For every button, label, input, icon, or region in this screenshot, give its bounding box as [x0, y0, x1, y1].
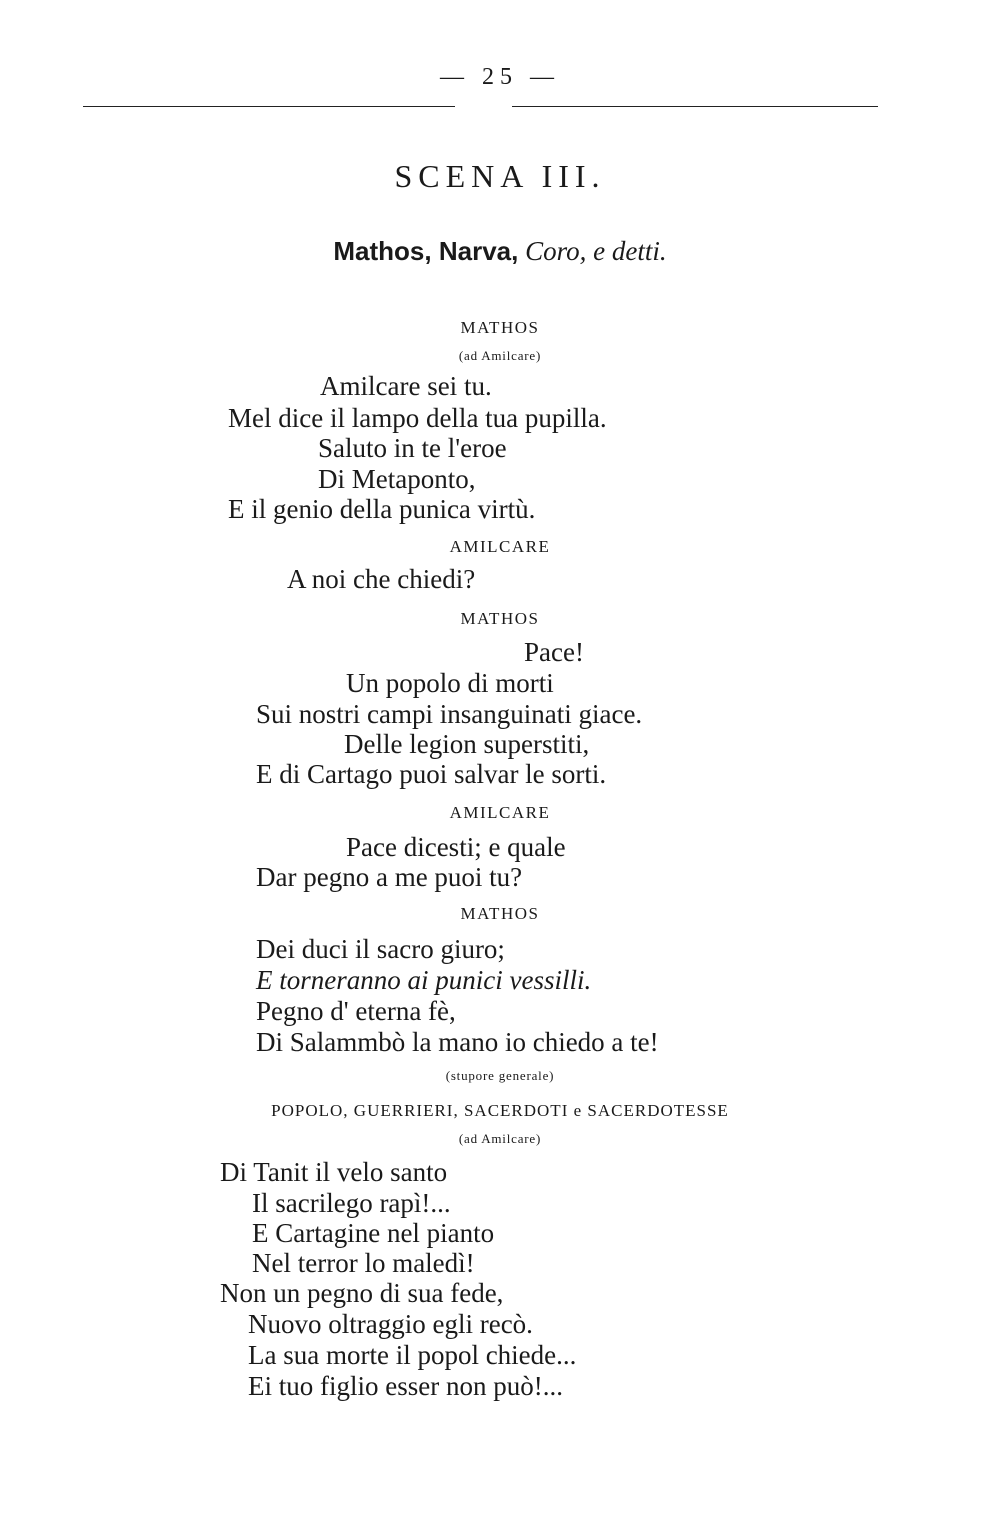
verse-line: Non un pegno di sua fede,: [220, 1278, 504, 1308]
verse-line: Di Tanit il velo santo: [220, 1157, 448, 1187]
speaker-label: MATHOS: [460, 318, 540, 337]
verse-line: Il sacrilego rapì!...: [252, 1188, 451, 1218]
stage-direction: (ad Amilcare): [458, 348, 542, 363]
stage-direction: (stupore generale): [445, 1068, 555, 1083]
header-rule-left: [83, 106, 455, 107]
header-rule-right: [512, 106, 878, 107]
verse-line: E di Cartago puoi salvar le sorti.: [256, 759, 607, 789]
characters-principal: Mathos, Narva,: [333, 236, 519, 266]
verse-line: A noi che chiedi?: [287, 564, 476, 594]
speaker-label: MATHOS: [460, 904, 540, 923]
verse-line: Dar pegno a me puoi tu?: [256, 862, 523, 892]
verse-line: Sui nostri campi insanguinati giace.: [256, 699, 643, 729]
scene-title: SCENA III.: [394, 158, 606, 194]
verse-line: Un popolo di morti: [346, 668, 554, 698]
speaker-label: POPOLO, GUERRIERI, SACERDOTI e SACERDOTESSE: [271, 1101, 729, 1120]
verse-line: Amilcare sei tu.: [320, 371, 492, 401]
verse-line: Di Metaponto,: [318, 464, 476, 494]
verse-line: Nel terror lo maledì!: [252, 1248, 475, 1278]
speaker-label: AMILCARE: [449, 803, 551, 822]
verse-line: Pace!: [524, 637, 584, 667]
verse-line: La sua morte il popol chiede...: [248, 1340, 577, 1370]
speaker-label: MATHOS: [460, 609, 540, 628]
verse-line: Pegno d' eterna fè,: [256, 996, 456, 1026]
page-number: — 25 —: [440, 64, 560, 90]
verse-line: Nuovo oltraggio egli recò.: [248, 1309, 533, 1339]
speaker-label: AMILCARE: [449, 537, 551, 556]
verse-line: Saluto in te l'eroe: [318, 433, 507, 463]
verse-line: Di Salammbò la mano io chiedo a te!: [256, 1027, 659, 1057]
verse-line: Ei tuo figlio esser non può!...: [248, 1371, 563, 1401]
verse-line: E Cartagine nel pianto: [252, 1218, 495, 1248]
verse-line: E torneranno ai punici vessilli.: [256, 965, 592, 995]
verse-line: Pace dicesti; e quale: [346, 832, 566, 862]
stage-direction: (ad Amilcare): [458, 1131, 542, 1146]
characters-others: Coro, e detti.: [525, 236, 667, 266]
verse-line: Mel dice il lampo della tua pupilla.: [228, 403, 607, 433]
verse-line: E il genio della punica virtù.: [228, 494, 536, 524]
verse-line: Delle legion superstiti,: [344, 729, 590, 759]
scene-characters: [0, 236, 1000, 267]
verse-line: Dei duci il sacro giuro;: [256, 934, 505, 964]
